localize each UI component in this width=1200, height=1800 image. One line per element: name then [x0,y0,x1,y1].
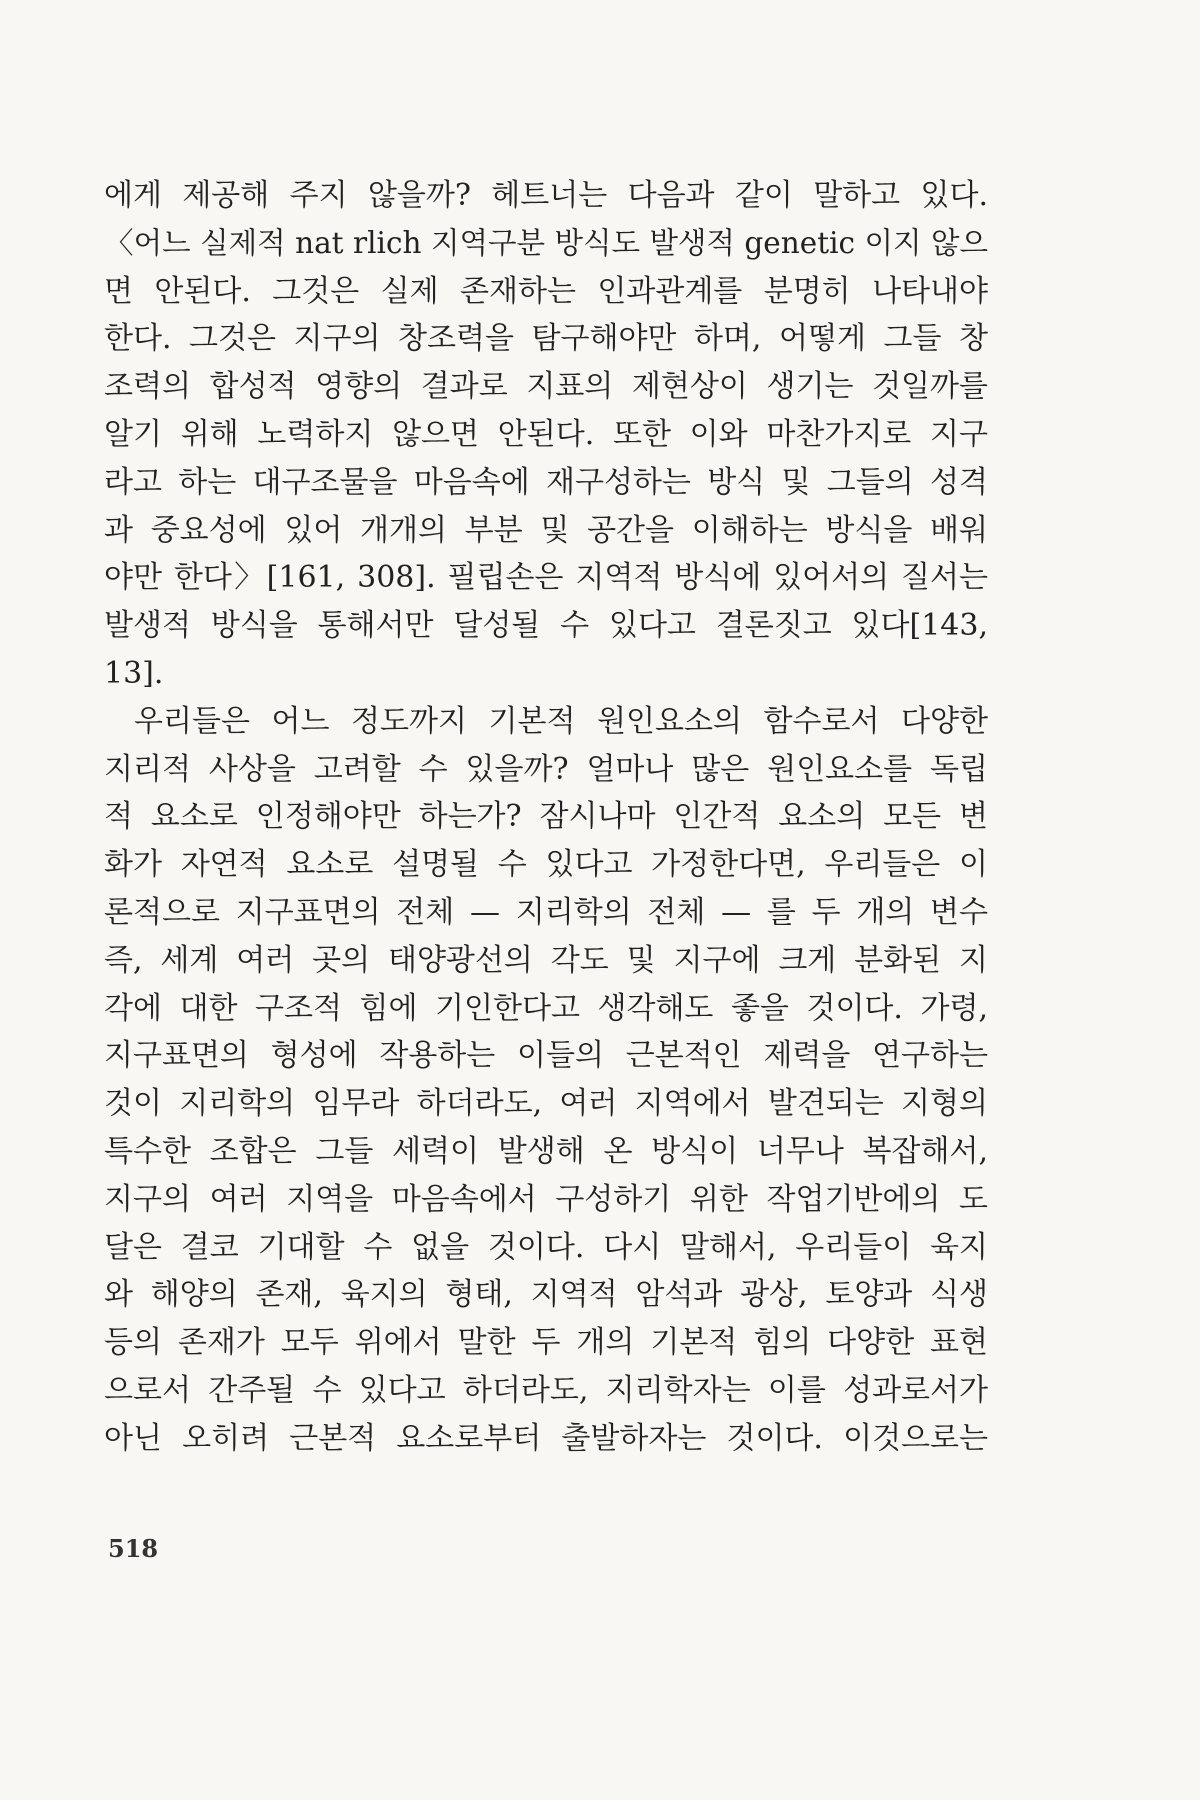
text-line: 등의 존재가 모두 위에서 말한 두 개의 기본적 힘의 다양한 표현 [104,1325,988,1361]
text-line: 지구의 여러 지역을 마음속에서 구성하기 위한 작업기반에의 도 [104,1181,988,1217]
text-line: 발생적 방식을 통해서만 달성될 수 있다고 결론짓고 있다[143, [104,608,988,644]
text-line: 각에 대한 구조적 힘에 기인한다고 생각해도 좋을 것이다. 가령, [104,990,988,1026]
text-line: 알기 위해 노력하지 않으면 안된다. 또한 이와 마찬가지로 지구 [104,416,988,452]
text-line: 특수한 조합은 그들 세력이 발생해 온 방식이 너무나 복잡해서, [104,1133,988,1169]
text-line: 에게 제공해 주지 않을까? 헤트너는 다음과 같이 말하고 있다. [104,178,988,213]
text-line: 으로서 간주될 수 있다고 하더라도, 지리학자는 이를 성과로서가 [104,1372,988,1408]
text-line: 한다. 그것은 지구의 창조력을 탐구해야만 하며, 어떻게 그들 창 [104,321,988,357]
page-number: 518 [108,1534,159,1563]
text-line: 면 안된다. 그것은 실제 존재하는 인과관계를 분명히 나타내야 [104,273,988,309]
text-line: 즉, 세계 여러 곳의 태양광선의 각도 및 지구에 크게 분화된 지 [104,942,988,978]
text-line: 조력의 합성적 영향의 결과로 지표의 제현상이 생기는 것일까를 [104,369,988,405]
text-line: 론적으로 지구표면의 전체 — 지리학의 전체 — 를 두 개의 변수 [104,894,988,930]
text-line: 것이 지리학의 임무라 하더라도, 여러 지역에서 발견되는 지형의 [104,1086,988,1122]
body-text [104,172,988,1463]
text-line: 야만 한다〉[161, 308]. 필립손은 지역적 방식에 있어서의 질서는 [104,560,988,596]
text-line: 라고 하는 대구조물을 마음속에 재구성하는 방식 및 그들의 성격 [104,464,988,500]
text-line: 달은 결코 기대할 수 없을 것이다. 다시 말해서, 우리들이 육지 [104,1229,988,1265]
text-line: 13]. [104,655,164,691]
text-line: 우리들은 어느 정도까지 기본적 원인요소의 함수로서 다양한 [134,703,988,739]
text-line: 지구표면의 형성에 작용하는 이들의 근본적인 제력을 연구하는 [104,1038,988,1074]
text-line: 〈어느 실제적 nat rlich 지역구분 방식도 발생적 genetic 이지 않으 [104,225,988,260]
text-line: 과 중요성에 있어 개개의 부분 및 공간을 이해하는 방식을 배워 [104,512,988,548]
text-line: 화가 자연적 요소로 설명될 수 있다고 가정한다면, 우리들은 이 [104,847,988,883]
text-line: 아닌 오히려 근본적 요소로부터 출발하자는 것이다. 이것으로는 [104,1420,988,1456]
text-line: 와 해양의 존재, 육지의 형태, 지역적 암석과 광상, 토양과 식생 [104,1277,988,1313]
text-line: 지리적 사상을 고려할 수 있을까? 얼마나 많은 원인요소를 독립 [104,751,988,787]
text-line: 적 요소로 인정해야만 하는가? 잠시나마 인간적 요소의 모든 변 [104,799,988,835]
